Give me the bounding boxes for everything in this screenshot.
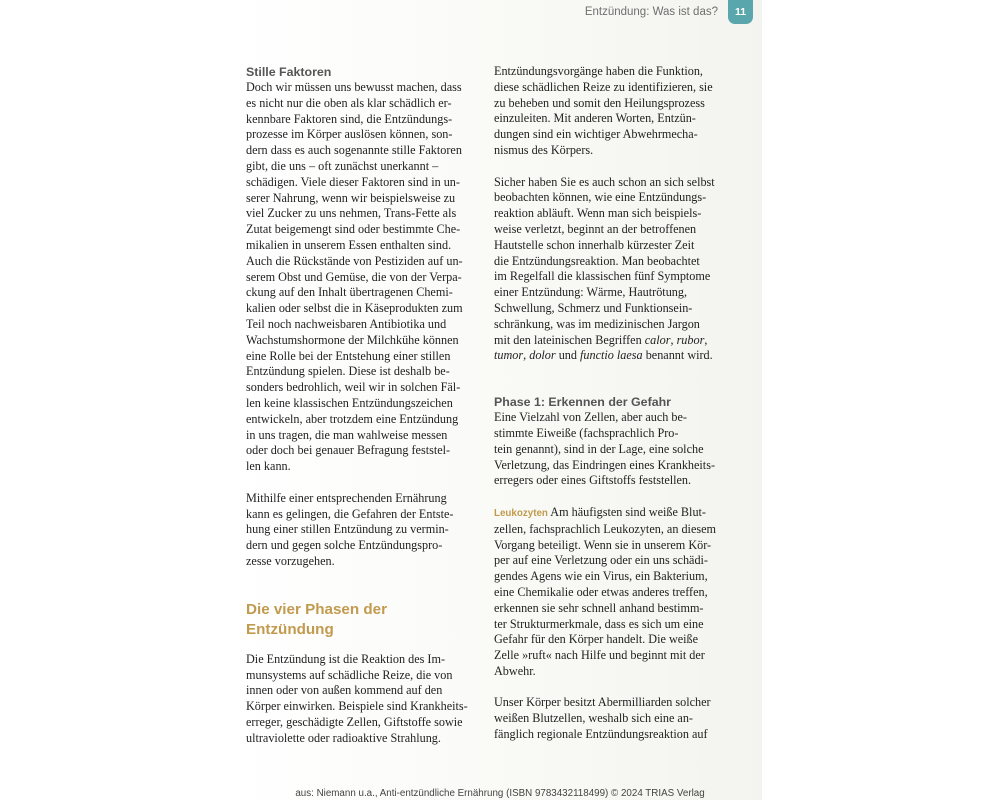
text-line: Eine Vielzahl von Zellen, aber auch be- <box>494 410 687 425</box>
text-line: sonders bedrohlich, weil wir in solchen Fäl- <box>246 380 461 395</box>
right-column <box>494 64 724 743</box>
text-line: reaktion abläuft. Wenn man sich beispiels- <box>494 206 702 221</box>
text-fragment: Am häufigsten sind weiße Blut- <box>547 504 706 519</box>
text-fragment: , <box>704 332 708 347</box>
text-line: ter Strukturmerkmale, dass es sich um eine <box>494 616 704 631</box>
paragraph-gap <box>494 489 724 505</box>
paragraph-mithilfe <box>246 491 472 570</box>
text-line: zu beheben und somit den Heilungsprozess <box>494 95 705 110</box>
text-line: erkennen sie sehr schnell anhand bestimm- <box>494 600 704 615</box>
text-fragment: , <box>523 348 530 363</box>
text-line: prozesse im Körper auslösen können, son- <box>246 127 453 142</box>
text-fragment: , <box>670 332 677 347</box>
text-line: schädigen. Viele dieser Faktoren sind in un- <box>246 174 460 189</box>
text-line: Zelle »ruft« nach Hilfe und beginnt mit der <box>494 648 705 663</box>
text-line: zellen, fachsprachlich Leukozyten, an diesem <box>494 521 716 536</box>
text-line: Die Entzündung ist die Reaktion des Im- <box>246 651 446 666</box>
text-line: per auf eine Verletzung oder ein uns schädi- <box>494 553 708 568</box>
text-line: nismus des Körpers. <box>494 142 594 157</box>
text-line: Unser Körper besitzt Abermilliarden solcher <box>494 695 711 710</box>
text-line: Schwellung, Schmerz und Funktionsein- <box>494 300 693 315</box>
paragraph-gap <box>246 475 472 491</box>
text-line: tein genannt), sind in der Lage, eine solche <box>494 441 704 456</box>
text-line: viel Zucker zu uns nehmen, Trans-Fette als <box>246 206 457 221</box>
text-fragment: mit den lateinischen Begriffen <box>494 332 645 347</box>
text-line: serem Obst und Gemüse, die von der Verpa- <box>246 269 462 284</box>
heading-stille-faktoren: Stille Faktoren <box>246 65 332 79</box>
text-line: Abwehr. <box>494 663 536 678</box>
text-line: beobachten können, wie eine Entzündungs- <box>494 190 707 205</box>
paragraph-leukozyten <box>494 505 724 680</box>
text-line: Doch wir müssen uns bewusst machen, dass <box>246 80 462 94</box>
text-line: Teil noch nachweisbaren Antibiotika und <box>246 316 447 331</box>
text-fragment: benannt wird. <box>642 348 713 363</box>
latin-term-tumor: tumor <box>494 348 524 363</box>
text-line: einer Entzündung: Wärme, Hautrötung, <box>494 285 688 300</box>
text-line: weißen Blutzellen, weshalb sich eine an- <box>494 711 693 726</box>
text-line: weise verletzt, beginnt an der betroffenen <box>494 221 697 236</box>
text-line: fänglich regionale Entzündungsreaktion auf <box>494 727 708 742</box>
text-line: Sicher haben Sie es auch schon an sich selbst <box>494 174 715 189</box>
text-line: stimmte Eiweiße (fachsprachlich Pro- <box>494 425 679 440</box>
paragraph-sicher <box>494 175 724 365</box>
page-number-badge: 11 <box>728 0 753 24</box>
text-line: Zutat beigemengt sind oder bestimmte Che- <box>246 222 461 237</box>
text-line: Vorgang beteiligt. Wenn sie in unserem Kör- <box>494 537 712 552</box>
section-gap <box>494 364 724 394</box>
heading-vier-phasen <box>246 600 472 640</box>
paragraph-entzuendungsvorgaenge <box>494 64 724 159</box>
text-line: diese schädlichen Reize zu identifizieren, sie <box>494 79 713 94</box>
paragraph-gap <box>494 680 724 696</box>
text-line: Hautstelle schon innerhalb kürzester Zeit <box>494 237 695 252</box>
text-line: entwickeln, aber trotzdem eine Entzündung <box>246 411 459 426</box>
text-line: munsystems auf schädliche Reize, die von <box>246 667 453 682</box>
text-line: gendes Agens wie ein Virus, ein Bakterium, <box>494 569 708 584</box>
text-line: oder doch bei genauer Befragung feststel- <box>246 443 451 458</box>
text-line <box>494 505 724 522</box>
text-line: einzuleiten. Mit anderen Worten, Entzün- <box>494 111 696 126</box>
heading-line: Die vier Phasen der <box>246 600 387 618</box>
text-line: ultraviolette oder radioaktive Strahlung. <box>246 730 441 745</box>
text-line: Mithilfe einer entsprechenden Ernährung <box>246 490 447 505</box>
text-line: Auch die Rückstände von Pestiziden auf un- <box>246 253 463 268</box>
paragraph-stille-faktoren <box>246 80 472 475</box>
text-line: len keine klassischen Entzündungszeichen <box>246 395 453 410</box>
text-line: len kann. <box>246 459 291 474</box>
section-gap <box>246 570 472 600</box>
text-line: Verletzung, das Eindringen eines Krankheits- <box>494 457 715 472</box>
text-line: kennbare Faktoren sind, die Entzündungs- <box>246 111 453 126</box>
paragraph-gap <box>494 159 724 175</box>
text-line: Entzündungsvorgänge haben die Funktion, <box>494 64 703 78</box>
paragraph-vier-phasen <box>246 652 472 747</box>
footer-citation: aus: Niemann u.a., Anti-entzündliche Ernährung (ISBN 9783432118499) © 2024 TRIAS Verlag <box>295 788 705 799</box>
text-line: eine Rolle bei der Entstehung einer stillen <box>246 348 451 363</box>
left-column <box>246 64 472 746</box>
text-line: ckung auf den Inhalt übertragenen Chemi- <box>246 285 453 300</box>
heading-gap <box>246 640 472 652</box>
latin-term-rubor: rubor <box>676 332 705 347</box>
paragraph-abermilliarden <box>494 695 724 742</box>
heading-phase-1: Phase 1: Erkennen der Gefahr <box>494 395 671 410</box>
text-line: in uns tragen, die man wahlweise messen <box>246 427 448 442</box>
text-line: Körper einwirken. Beispiele sind Krankheits- <box>246 699 468 714</box>
text-line: dern dass es auch sogenannte stille Faktoren <box>246 143 462 158</box>
text-line: zesse vorzugehen. <box>246 553 335 568</box>
text-line: serer Nahrung, wenn wir beispielsweise zu <box>246 190 456 205</box>
text-line: dern und gegen solche Entzündungspro- <box>246 538 443 553</box>
text-line: hung einer stillen Entzündung zu vermin- <box>246 522 449 537</box>
latin-term-calor: calor <box>644 332 671 347</box>
text-line: erreger, geschädigte Zellen, Giftstoffe sowie <box>246 714 463 729</box>
keyword-leukozyten: Leukozyten <box>494 507 548 519</box>
text-line: gibt, die uns – oft zunächst unerkannt – <box>246 158 439 173</box>
text-line: erregers oder eines Giftstoffs feststellen. <box>494 473 692 488</box>
text-line: Gefahr für den Körper handelt. Die weiße <box>494 632 699 647</box>
text-line: die Entzündungsreaktion. Man beobachtet <box>494 253 700 268</box>
text-line: es nicht nur die oben als klar schädlich er- <box>246 95 452 110</box>
running-header-title: Entzündung: Was ist das? <box>584 6 718 18</box>
text-line: dungen sind ein wichtiger Abwehrmecha- <box>494 127 698 142</box>
text-line: schränkung, was im medizinischen Jargon <box>494 316 700 331</box>
text-fragment: und <box>555 348 581 363</box>
text-line: Entzündung spielen. Diese ist deshalb be- <box>246 364 450 379</box>
text-line: innen oder von außen kommend auf den <box>246 683 443 698</box>
latin-term-functio-laesa: functio laesa <box>580 348 643 363</box>
text-line: mikalien in unserem Essen enthalten sind. <box>246 237 452 252</box>
text-line-latin-terms <box>494 333 724 349</box>
paragraph-phase-1 <box>494 410 724 489</box>
text-line: kalien oder selbst die in Käseprodukten zum <box>246 301 463 316</box>
text-line: kann es gelingen, die Gefahren der Entste- <box>246 506 454 521</box>
latin-term-dolor: dolor <box>529 348 556 363</box>
text-line: eine Chemikalie oder etwas anderes treffen, <box>494 584 708 599</box>
text-line: im Regelfall die klassischen fünf Symptome <box>494 269 711 284</box>
heading-line: Entzündung <box>246 620 334 638</box>
text-line: Wachstumshormone der Milchkühe können <box>246 332 459 347</box>
text-line-latin-terms <box>494 348 724 364</box>
